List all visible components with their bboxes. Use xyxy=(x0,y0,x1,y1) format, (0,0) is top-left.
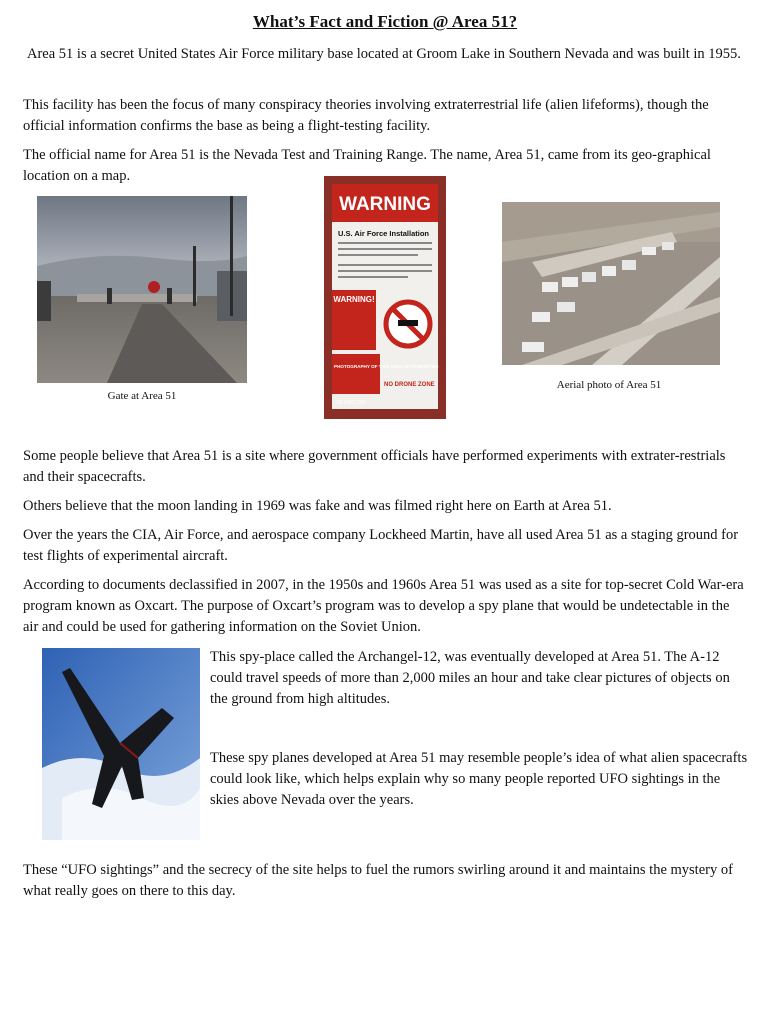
intro-paragraph: Area 51 is a secret United States Air Force military base located at Groom Lake in Southern Nevada and was built in 1955. xyxy=(27,46,741,62)
warning-sign-photo xyxy=(324,176,446,419)
archangel-paragraph: This spy-place called the Archangel-12, was eventually developed at Area 51. The A-12 could travel speeds of more than 2,000 miles an hour and take clear pictures of objects on the ground from high altitudes. xyxy=(210,649,730,707)
gate-photo xyxy=(37,196,247,383)
sign-drone: NO DRONE ZONE xyxy=(384,382,435,388)
sign-header: WARNING xyxy=(339,194,431,215)
ufo-sightings-paragraph: These “UFO sightings” and the secrecy of the site helps to fuel the rumors swirling around it and maintains the mystery of what really goes on there to this day. xyxy=(23,862,733,899)
sign-installation: U.S. Air Force Installation xyxy=(338,229,429,238)
sign-warning2: WARNING! xyxy=(333,295,375,304)
aerial-caption: Aerial photo of Area 51 xyxy=(556,379,662,391)
aerial-photo xyxy=(502,202,720,365)
alien-resemblance-paragraph: These spy planes developed at Area 51 may resemble people’s idea of what alien spacecrafts could look like, which helps explain why so many people reported UFO sightings in the skies above Nevada over the years. xyxy=(210,750,748,808)
test-flights-paragraph: Over the years the CIA, Air Force, and aerospace company Lockheed Martin, have all used Area 51 as a staging ground for test flights of experimental aircraft. xyxy=(23,527,739,564)
experiments-paragraph: Some people believe that Area 51 is a site where government officials have performed experiments with extrater-restrials and their spacecrafts. xyxy=(23,448,726,485)
spy-plane-photo xyxy=(42,648,200,840)
moon-landing-paragraph: Others believe that the moon landing in 1969 was fake and was filmed right here on Earth at Area 51. xyxy=(23,498,612,514)
conspiracy-paragraph: This facility has been the focus of many conspiracy theories involving extraterrestrial life (alien lifeforms), though the official information confirms the base as being a flight-testing facility. xyxy=(23,97,709,134)
sign-photography: PHOTOGRAPHY OF THIS AREA IS PROHIBITED xyxy=(334,364,439,369)
sign-usc: 18 USC 795 xyxy=(336,400,366,406)
page-title: What’s Fact and Fiction @ Area 51? xyxy=(252,12,518,31)
official-name-paragraph: The official name for Area 51 is the Nevada Test and Training Range. The name, Area 51, came from its geo-graphical location on a map. xyxy=(23,147,711,184)
oxcart-paragraph: According to documents declassified in 2007, in the 1950s and 1960s Area 51 was used as a site for top-secret Cold War-era program known as Oxcart. The purpose of Oxcart’s program was to develop a spy plane that would be undetectable in the air and could be used for gathering information on the Soviet Union. xyxy=(23,577,744,635)
gate-caption: Gate at Area 51 xyxy=(107,390,177,402)
